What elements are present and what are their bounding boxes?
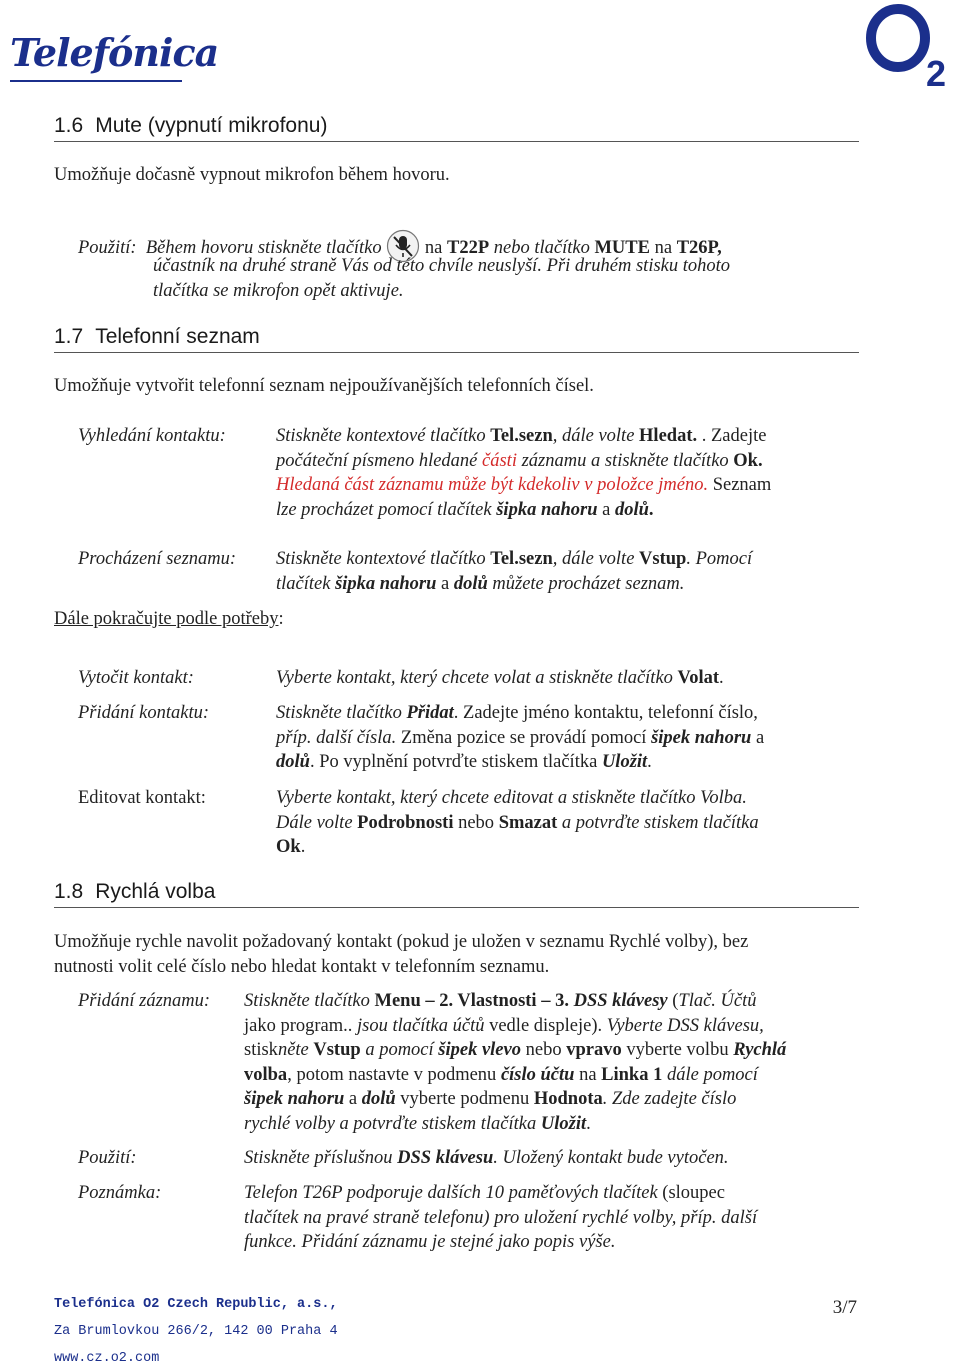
paragraph: Umožňuje vytvořit telefonní seznam nejpoužívanějších telefonních čísel.	[54, 376, 594, 396]
o2-logo-subscript: 2	[926, 53, 947, 92]
call-contact-text: Vyberte kontakt, který chcete volat a stiskněte tlačítko Volat.	[276, 668, 724, 688]
browse-list-text: Stiskněte kontextové tlačítko Tel.sezn, dále volte Vstup. Pomocí tlačítek šipka nahoru a dolů můžete procházet seznam.	[276, 549, 753, 594]
telefonica-logo: Telefónica	[10, 30, 219, 75]
continue-heading: Dále pokračujte podle potřeby:	[54, 609, 284, 629]
add-record-text: Stiskněte tlačítko Menu – 2. Vlastnosti – 3. DSS klávesy (Tlač. Účtů jako program.. jsou tlačítka účtů vedle displeje). Vyberte DSS klávesu, stiskněte Vstup a pomocí šipek vlevo nebo vpravo vyberte volbu Rychlá volba, potom nastavte v podmenu číslo účtu na Linka 1 dále pomocí šipek nahoru a dolů vyberte podmenu Hodnota. Zde zadejte číslo rychlé volby a potvrďte stiskem tlačítka Uložit.	[244, 991, 787, 1134]
use-text: Stiskněte příslušnou DSS klávesu. Uložený kontakt bude vytočen.	[244, 1148, 729, 1168]
call-contact-label: Vytočit kontakt:	[78, 668, 194, 688]
search-contact-text: Stiskněte kontextové tlačítko Tel.sezn, dále volte Hledat. . Zadejte počáteční písmeno hledané části záznamu a stiskněte tlačítko Ok. Hledaná část záznamu může být kdekoliv v položce jméno. Seznam lze procházet pomocí tlačítek šipka nahoru a dolů.	[276, 426, 772, 520]
mute-usage: Použití: Během hovoru stiskněte tlačítko na T22P nebo tlačítko MUTE na T26P,	[78, 229, 859, 263]
section-heading-1-7: 1.7 Telefonní seznam	[54, 325, 260, 348]
paragraph: Umožňuje rychle navolit požadovaný kontakt (pokud je uložen v seznamu Rychlé volby), bez	[54, 932, 749, 952]
add-record-label: Přidání záznamu:	[78, 991, 211, 1011]
telefonica-logo-underline	[10, 80, 182, 82]
section-heading-1-8: 1.8 Rychlá volba	[54, 880, 216, 903]
edit-contact-text: Vyberte kontakt, který chcete editovat a stiskněte tlačítko Volba. Dále volte Podrobnosti nebo Smazat a potvrďte stiskem tlačítka Ok.	[276, 788, 759, 857]
footer-company: Telefónica O2 Czech Republic, a.s.,	[54, 1297, 338, 1312]
divider	[54, 141, 859, 142]
mute-usage-line2: účastník na druhé straně Vás od této chvíle neuslyší. Při druhém stisku tohoto	[153, 256, 731, 276]
use-label: Použití:	[78, 1148, 137, 1168]
add-contact-label: Přidání kontaktu:	[78, 703, 210, 723]
note-text: Telefon T26P podporuje dalších 10 paměťových tlačítek (sloupec tlačítek na pravé straně telefonu) pro uložení rychlé volby, příp. další funkce. Přidání záznamu je stejné jako popis výše.	[244, 1183, 758, 1252]
note-label: Poznámka:	[78, 1183, 162, 1203]
mute-usage-line3: tlačítka se mikrofon opět aktivuje.	[153, 281, 404, 301]
browse-list-label: Procházení seznamu:	[78, 549, 237, 569]
paragraph: nutnosti volit celé číslo nebo hledat kontakt v telefonním seznamu.	[54, 957, 550, 977]
page-number: 3/7	[832, 1297, 857, 1318]
search-contact-label: Vyhledání kontaktu:	[78, 426, 226, 446]
edit-contact-label: Editovat kontakt:	[78, 788, 206, 808]
footer-address: Za Brumlovkou 266/2, 142 00 Praha 4	[54, 1324, 338, 1339]
add-contact-text: Stiskněte tlačítko Přidat. Zadejte jméno kontaktu, telefonní číslo, příp. další čísla. Změna pozice se provádí pomocí šipek nahoru a dolů. Po vyplnění potvrďte stiskem tlačítka Uložit.	[276, 703, 765, 772]
o2-logo	[862, 0, 954, 92]
footer-web-link[interactable]: www.cz.o2.com	[54, 1351, 160, 1366]
section-heading-1-6: 1.6 Mute (vypnutí mikrofonu)	[54, 114, 328, 137]
paragraph: Umožňuje dočasně vypnout mikrofon během hovoru.	[54, 165, 450, 185]
divider	[54, 907, 859, 908]
divider	[54, 352, 859, 353]
